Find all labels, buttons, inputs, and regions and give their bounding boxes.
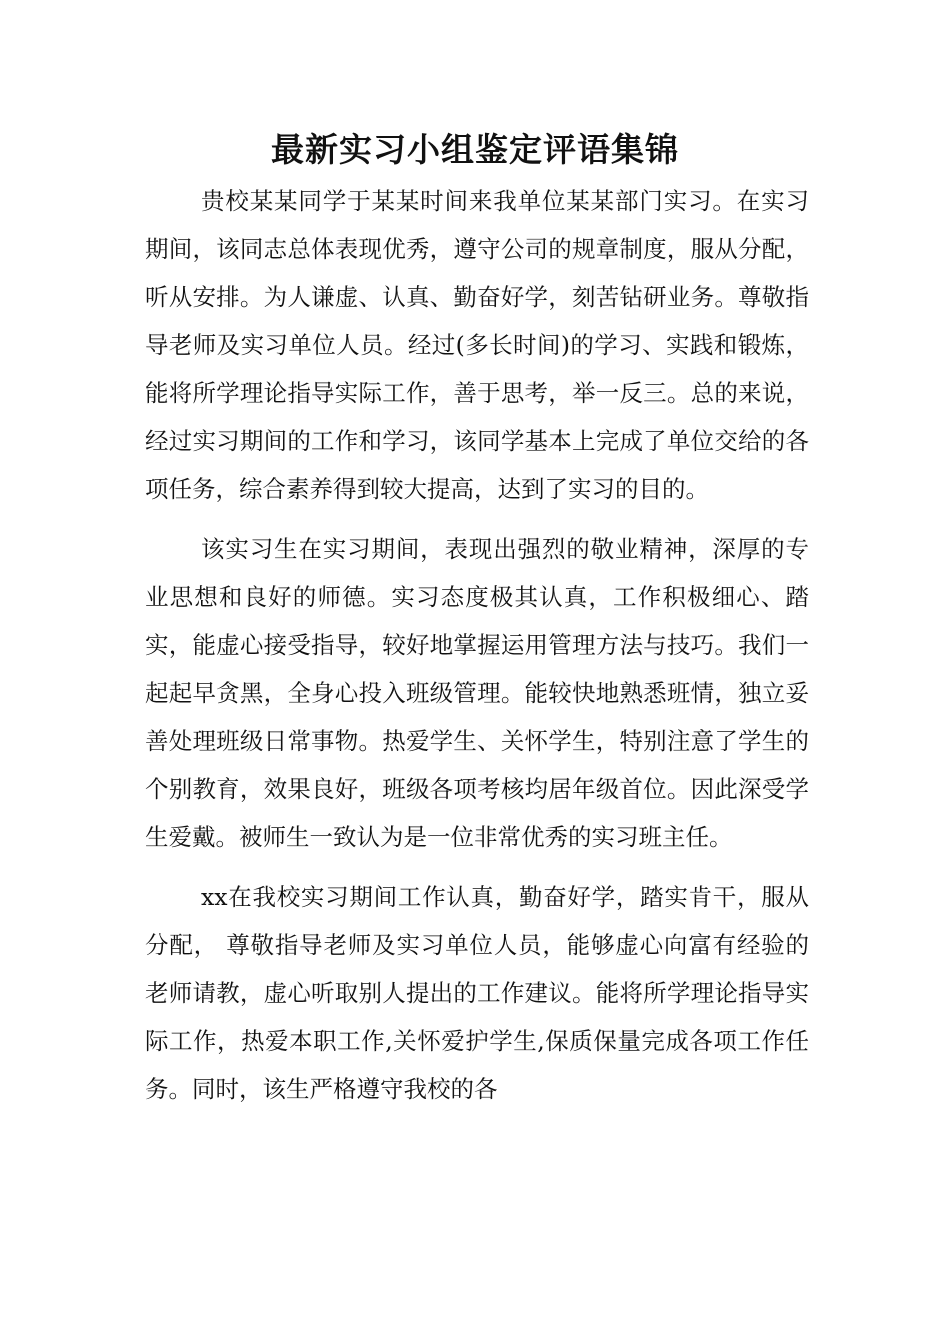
document-title: 最新实习小组鉴定评语集锦	[271, 130, 679, 169]
paragraph-3: xx在我校实习期间工作认真，勤奋好学，踏实肯干，服从分配， 尊敬指导老师及实习单位人员，能够虚心向富有经验的老师请教，虚心听取别人提出的工作建议。能将所学理论指导实际工作，热爱本职工作,关怀爱护学生,保质保量完成各项工作任务。同时，该生严格遵守我校的各	[145, 883, 809, 1103]
paragraph-2: 该实习生在实习期间，表现出强烈的敬业精神，深厚的专业思想和良好的师德。实习态度极其认真，工作积极细心、踏实，能虚心接受指导，较好地掌握运用管理方法与技巧。我们一起起早贪黑，全身心投入班级管理。能较快地熟悉班情，独立妥善处理班级日常事物。热爱学生、关怀学生，特别注意了学生的个别教育，效果良好，班级各项考核均居年级首位。因此深受学生爱戴。被师生一致认为是一位非常优秀的实习班主任。	[145, 535, 809, 851]
paragraph-1: 贵校某某同学于某某时间来我单位某某部门实习。在实习期间，该同志总体表现优秀，遵守公司的规章制度，服从分配，听从安排。为人谦虚、认真、勤奋好学，刻苦钻研业务。尊敬指导老师及实习单位人员。经过(多长时间)的学习、实践和锻炼，能将所学理论指导实际工作，善于思考，举一反三。总的来说，经过实习期间的工作和学习，该同学基本上完成了单位交给的各项任务，综合素养得到较大提高，达到了实习的目的。	[145, 187, 809, 503]
document-body	[145, 177, 809, 1113]
